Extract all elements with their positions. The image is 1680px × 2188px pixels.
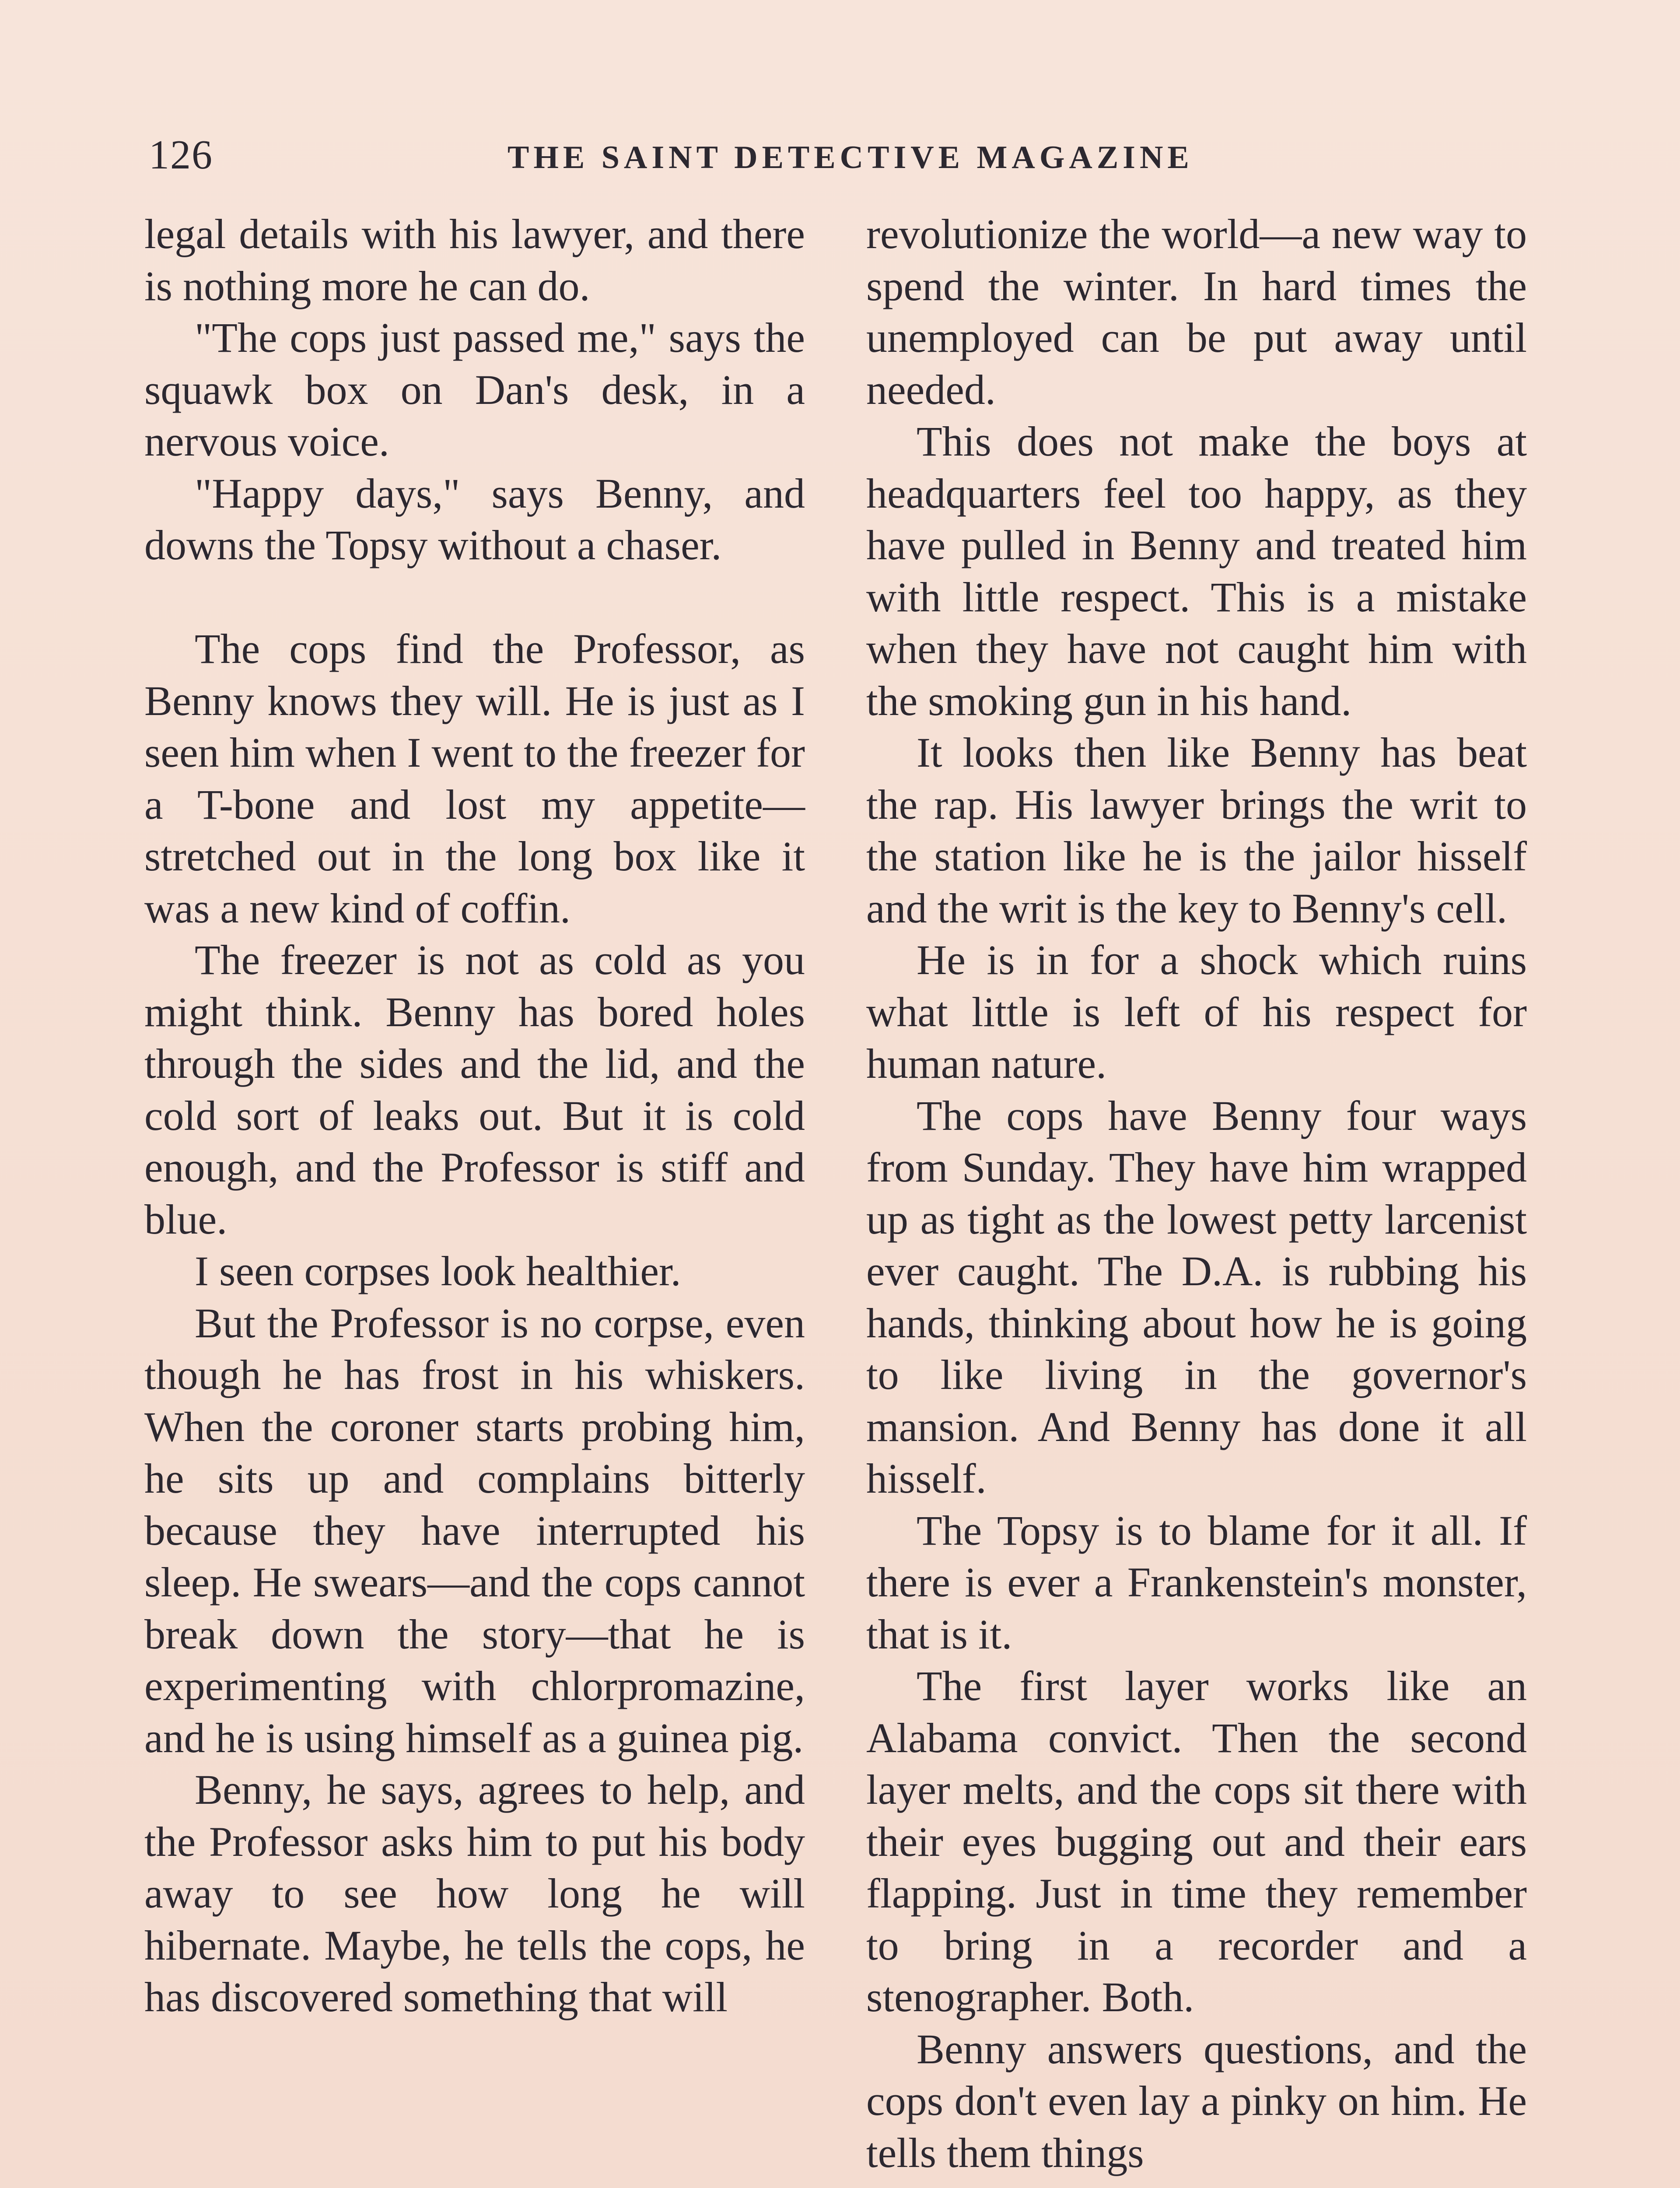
paragraph: It looks then like Benny has beat the rap. His lawyer brings the writ to the station like he is the jailor hisself and the writ is the key to Benny's cell. (866, 729, 1527, 932)
paragraph: This does not make the boys at headquarters feel too happy, as they have pulled in Benny and treated him with little respect. This is a mistake when they have not caught him with the smoking gun in his hand. (866, 418, 1527, 724)
paragraph: He is in for a shock which ruins what little is left of his respect for human nature. (866, 936, 1527, 1087)
paragraph: Benny, he says, agrees to help, and the Professor asks him to put his body away to see how long he will hibernate. Maybe, he tells the cops, he has discovered something that will (144, 1766, 805, 2020)
paragraph: The cops find the Professor, as Benny knows they will. He is just as I seen him when I went to the freezer for a T-bone and lost my appetite—stretched out in the long box like it was a new kind of coffin. (144, 625, 805, 932)
paragraph: I seen corpses look healthier. (195, 1248, 681, 1294)
left-column (144, 208, 805, 2023)
paragraph: The Topsy is to blame for it all. If there is ever a Frankenstein's monster, that is it. (866, 1507, 1527, 1658)
paragraph: The freezer is not as cold as you might think. Benny has bored holes through the sides and the lid, and the cold sort of leaks out. But it is cold enough, and the Professor is stiff and blue. (144, 936, 805, 1243)
running-title: THE SAINT DETECTIVE MAGAZINE (508, 140, 1194, 175)
page-header (149, 131, 1531, 179)
paragraph: legal details with his lawyer, and there is nothing more he can do. (144, 210, 805, 309)
paragraph: The cops have Benny four ways from Sunday. They have him wrapped up as tight as the lowest petty larcenist ever caught. The D.A. is rubbing his hands, thinking about how he is going to like living in the governor's mansion. And Benny has done it all hisself. (866, 1092, 1527, 1502)
page-number: 126 (149, 132, 213, 178)
right-column (866, 208, 1527, 2179)
paragraph: "Happy days," says Benny, and downs the Topsy without a chaser. (144, 470, 805, 568)
paragraph: Benny answers questions, and the cops don't even lay a pinky on him. He tells them things (866, 2025, 1527, 2176)
paragraph: "The cops just passed me," says the squawk box on Dan's desk, in a nervous voice. (144, 314, 805, 465)
paragraph: The first layer works like an Alabama convict. Then the second layer melts, and the cops sit there with their eyes bugging out and their ears flapping. Just in time they remember to bring in a recorder and a stenographer. Both. (866, 1662, 1527, 2020)
paragraph: revolutionize the world—a new way to spend the winter. In hard times the unemployed can be put away until needed. (866, 210, 1527, 413)
paragraph: But the Professor is no corpse, even though he has frost in his whiskers. When the coroner starts probing him, he sits up and complains bitterly because they have interrupted his sleep. He swears—and the cops cannot break down the story—that he is experimenting with chlorpromazine, and he is using himself as a guinea pig. (144, 1299, 805, 1761)
